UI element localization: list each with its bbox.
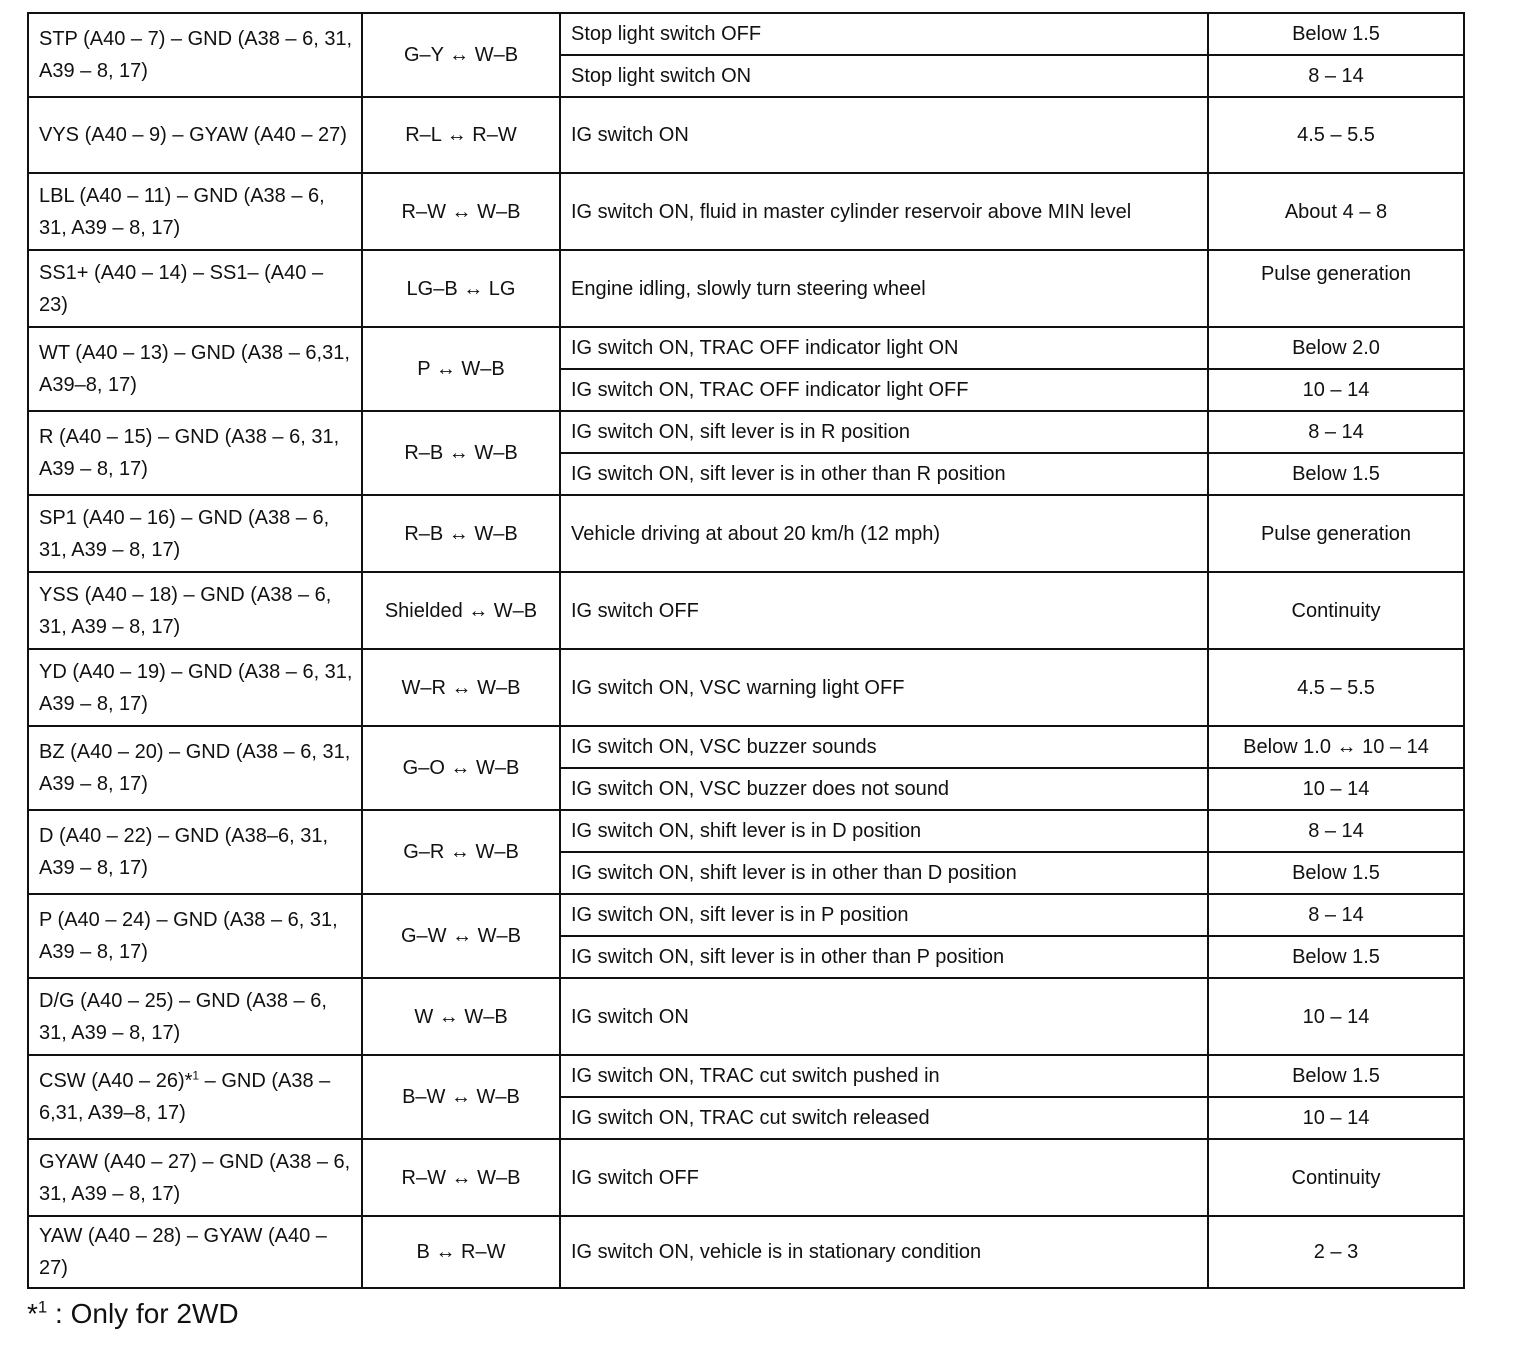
condition-cell: IG switch ON, VSC buzzer sounds — [560, 726, 1208, 768]
table-row — [28, 649, 1464, 726]
table-row — [28, 411, 1464, 453]
specified-condition-cell: Below 1.5 — [1208, 852, 1464, 894]
terminal-cell — [28, 1055, 362, 1139]
condition-cell: Vehicle driving at about 20 km/h (12 mph) — [560, 495, 1208, 572]
wiring-color-cell: R–L ↔ R–W — [362, 97, 560, 173]
table-row — [28, 173, 1464, 250]
table-row — [28, 327, 1464, 369]
specified-condition-cell: Below 1.5 — [1208, 1055, 1464, 1097]
wiring-color-cell: B–W ↔ W–B — [362, 1055, 560, 1139]
specified-condition-cell: Below 2.0 — [1208, 327, 1464, 369]
condition-cell: Stop light switch ON — [560, 55, 1208, 97]
wiring-color-cell: Shielded ↔ W–B — [362, 572, 560, 649]
wiring-color-cell: R–W ↔ W–B — [362, 173, 560, 250]
condition-cell: IG switch ON, vehicle is in stationary condition — [560, 1216, 1208, 1288]
terminal-cell: GYAW (A40 – 27) – GND (A38 – 6, 31, A39 – 8, 17) — [28, 1139, 362, 1216]
condition-cell: IG switch ON — [560, 97, 1208, 173]
condition-cell: IG switch ON — [560, 978, 1208, 1055]
footnote-mark: * — [27, 1298, 38, 1329]
wiring-color-cell: B ↔ R–W — [362, 1216, 560, 1288]
terminal-cell: YD (A40 – 19) – GND (A38 – 6, 31, A39 – 8, 17) — [28, 649, 362, 726]
specified-condition-cell: 4.5 – 5.5 — [1208, 97, 1464, 173]
table-row — [28, 250, 1464, 327]
condition-cell: IG switch ON, fluid in master cylinder reservoir above MIN level — [560, 173, 1208, 250]
wiring-color-cell: G–Y ↔ W–B — [362, 13, 560, 97]
terminal-spec-table — [27, 12, 1465, 1289]
table-row — [28, 726, 1464, 768]
wiring-color-cell: LG–B ↔ LG — [362, 250, 560, 327]
specified-condition-cell: 8 – 14 — [1208, 55, 1464, 97]
specified-condition-cell: 10 – 14 — [1208, 369, 1464, 411]
condition-cell: Engine idling, slowly turn steering wheel — [560, 250, 1208, 327]
condition-cell: IG switch ON, TRAC OFF indicator light ON — [560, 327, 1208, 369]
condition-cell: IG switch ON, VSC warning light OFF — [560, 649, 1208, 726]
specified-condition-cell: 8 – 14 — [1208, 810, 1464, 852]
condition-cell: IG switch OFF — [560, 1139, 1208, 1216]
table-row — [28, 1216, 1464, 1288]
specified-condition-cell: 2 – 3 — [1208, 1216, 1464, 1288]
terminal-cell: SS1+ (A40 – 14) – SS1– (A40 – 23) — [28, 250, 362, 327]
footnote-superscript: 1 — [37, 1297, 48, 1317]
condition-cell: IG switch ON, sift lever is in R position — [560, 411, 1208, 453]
specified-condition-cell: Below 1.5 — [1208, 453, 1464, 495]
terminal-cell: WT (A40 – 13) – GND (A38 – 6,31, A39–8, 17) — [28, 327, 362, 411]
condition-cell: IG switch ON, sift lever is in other than P position — [560, 936, 1208, 978]
wiring-color-cell: W ↔ W–B — [362, 978, 560, 1055]
terminal-cell: D/G (A40 – 25) – GND (A38 – 6, 31, A39 – 8, 17) — [28, 978, 362, 1055]
table-row — [28, 810, 1464, 852]
condition-cell: IG switch ON, TRAC OFF indicator light OFF — [560, 369, 1208, 411]
table-row — [28, 495, 1464, 572]
terminal-cell: LBL (A40 – 11) – GND (A38 – 6, 31, A39 – 8, 17) — [28, 173, 362, 250]
specified-condition-cell: Pulse generation — [1208, 250, 1464, 327]
terminal-cell: BZ (A40 – 20) – GND (A38 – 6, 31, A39 – 8, 17) — [28, 726, 362, 810]
terminal-cell: VYS (A40 – 9) – GYAW (A40 – 27) — [28, 97, 362, 173]
specified-condition-cell: Continuity — [1208, 572, 1464, 649]
specified-condition-cell: 10 – 14 — [1208, 768, 1464, 810]
specified-condition-cell: About 4 – 8 — [1208, 173, 1464, 250]
condition-cell: IG switch ON, shift lever is in D position — [560, 810, 1208, 852]
wiring-color-cell: W–R ↔ W–B — [362, 649, 560, 726]
specified-condition-cell: 4.5 – 5.5 — [1208, 649, 1464, 726]
footnote-text: : Only for 2WD — [47, 1298, 239, 1329]
wiring-color-cell: G–O ↔ W–B — [362, 726, 560, 810]
table-row — [28, 978, 1464, 1055]
specified-condition-cell: Continuity — [1208, 1139, 1464, 1216]
wiring-color-cell: R–B ↔ W–B — [362, 495, 560, 572]
table-body — [28, 13, 1464, 1288]
wiring-color-cell: R–B ↔ W–B — [362, 411, 560, 495]
wiring-color-cell: G–W ↔ W–B — [362, 894, 560, 978]
terminal-cell: R (A40 – 15) – GND (A38 – 6, 31, A39 – 8, 17) — [28, 411, 362, 495]
table-row — [28, 13, 1464, 55]
terminal-cell: STP (A40 – 7) – GND (A38 – 6, 31, A39 – 8, 17) — [28, 13, 362, 97]
condition-cell: IG switch OFF — [560, 572, 1208, 649]
wiring-color-cell: P ↔ W–B — [362, 327, 560, 411]
table-row — [28, 1139, 1464, 1216]
table-row — [28, 572, 1464, 649]
wiring-color-cell: R–W ↔ W–B — [362, 1139, 560, 1216]
terminal-cell: SP1 (A40 – 16) – GND (A38 – 6, 31, A39 – 8, 17) — [28, 495, 362, 572]
table-row — [28, 97, 1464, 173]
condition-cell: IG switch ON, shift lever is in other than D position — [560, 852, 1208, 894]
wiring-color-cell: G–R ↔ W–B — [362, 810, 560, 894]
terminal-cell: P (A40 – 24) – GND (A38 – 6, 31, A39 – 8, 17) — [28, 894, 362, 978]
terminal-cell: D (A40 – 22) – GND (A38–6, 31, A39 – 8, 17) — [28, 810, 362, 894]
condition-cell: IG switch ON, VSC buzzer does not sound — [560, 768, 1208, 810]
terminal-cell: YAW (A40 – 28) – GYAW (A40 – 27) — [28, 1216, 362, 1288]
specified-condition-cell: 10 – 14 — [1208, 1097, 1464, 1139]
specified-condition-cell: Below 1.5 — [1208, 936, 1464, 978]
specified-condition-cell: Below 1.5 — [1208, 13, 1464, 55]
terminal-cell: YSS (A40 – 18) – GND (A38 – 6, 31, A39 – 8, 17) — [28, 572, 362, 649]
specified-condition-cell: 10 – 14 — [1208, 978, 1464, 1055]
condition-cell: Stop light switch OFF — [560, 13, 1208, 55]
specified-condition-cell: Pulse generation — [1208, 495, 1464, 572]
table-row — [28, 894, 1464, 936]
condition-cell: IG switch ON, TRAC cut switch released — [560, 1097, 1208, 1139]
condition-cell: IG switch ON, TRAC cut switch pushed in — [560, 1055, 1208, 1097]
specified-condition-cell: Below 1.0 ↔ 10 – 14 — [1208, 726, 1464, 768]
condition-cell: IG switch ON, sift lever is in P position — [560, 894, 1208, 936]
specified-condition-cell: 8 – 14 — [1208, 894, 1464, 936]
table-row — [28, 1055, 1464, 1097]
condition-cell: IG switch ON, sift lever is in other than R position — [560, 453, 1208, 495]
footnote — [27, 1296, 239, 1332]
terminal-text: CSW (A40 – 26)*$^1$ – GND (A38 – 6,31, A39–8, 17) — [39, 1068, 331, 1124]
specified-condition-cell: 8 – 14 — [1208, 411, 1464, 453]
